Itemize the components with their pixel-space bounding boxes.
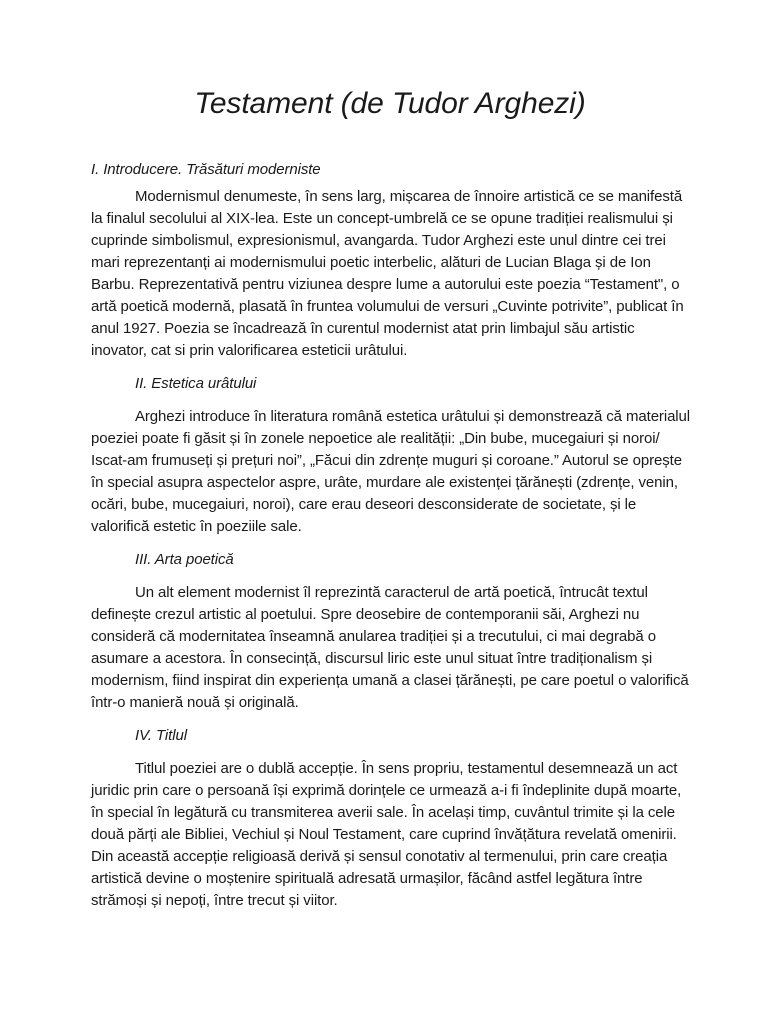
section-paragraph: Arghezi introduce în literatura română estetica urâtului și demonstrează că materialul poeziei poate fi găsit și în zonele nepoetice ale realității: „Din bube, mucegaiuri și noroi/ Iscat-am frumuseți și prețuri noi”, „Făcui din zdrențe muguri și coroane.” Autorul se oprește în special asupra aspectelor aspre, urâte, murdare ale existenței țărănești (zdrențe, venin, ocări, bube, mucegaiuri, noroi), care erau deseori desconsiderate de societate, și le valorifică estetic în poeziile sale. [91,408,691,535]
document-title: Testament (de Tudor Arghezi) [194,87,586,120]
section-heading: III. Arta poetică [135,551,234,568]
section-arta-poetica [91,549,691,714]
section-paragraph: Un alt element modernist îl reprezintă caracterul de artă poetică, întrucât textul definește crezul artistic al poetului. Spre deosebire de contemporanii săi, Arghezi nu consideră că modernitatea înseamnă anularea tradiției și a trecutului, ci mai degrabă o asumare a acestora. În consecință, discursul liric este unul situat între tradiționalism și modernism, fiind inspirat din experiența umană a clasei țărănești, pe care poetul o valorifică într-o manieră nouă și originală. [91,584,689,711]
section-paragraph: Modernismul denumeste, în sens larg, mișcarea de înnoire artistică ce se manifestă la finalul secolului al XIX-lea. Este un concept-umbrelă ce se opune tradiției realismului și cuprinde simbolismul, expresionismul, avangarda. Tudor Arghezi este unul dintre cei trei mari reprezentanți ai modernismului poetic interbelic, alături de Lucian Blaga și de Ion Barbu. Reprezentativă pentru viziunea despre lume a autorului este poezia “Testament", o artă poetică modernă, plasată în fruntea volumului de versuri „Cuvinte potrivite”, publicat în anul 1927. Poezia se încadrează în curentul modernist atat prin limbajul său artistic inovator, cat si prin valorificarea esteticii urâtului. [91,188,684,359]
section-heading: II. Estetica urâtului [135,375,257,392]
section-heading: IV. Titlul [135,727,187,744]
section-estetica-uratului [91,373,691,538]
section-titlul [91,725,691,912]
section-paragraph: Titlul poeziei are o dublă accepție. În sens propriu, testamentul desemnează un act juridic prin care o persoană își exprimă dorințele ce urmează a-i fi îndeplinite după moarte, în special în legătură cu transmiterea averii sale. În același timp, cuvântul trimite și la cele două părți ale Bibliei, Vechiul și Noul Testament, care cuprind învățătura revelată omenirii. Din această accepție religioasă derivă și sensul conotativ al termenului, prin care creația artistică devine o moștenire spirituală adresată urmașilor, făcând astfel legătura între strămoși și nepoți, între trecut și viitor. [91,760,682,909]
document-body [91,87,691,912]
section-introduction [91,159,691,362]
section-heading: I. Introducere. Trăsături moderniste [91,161,321,178]
